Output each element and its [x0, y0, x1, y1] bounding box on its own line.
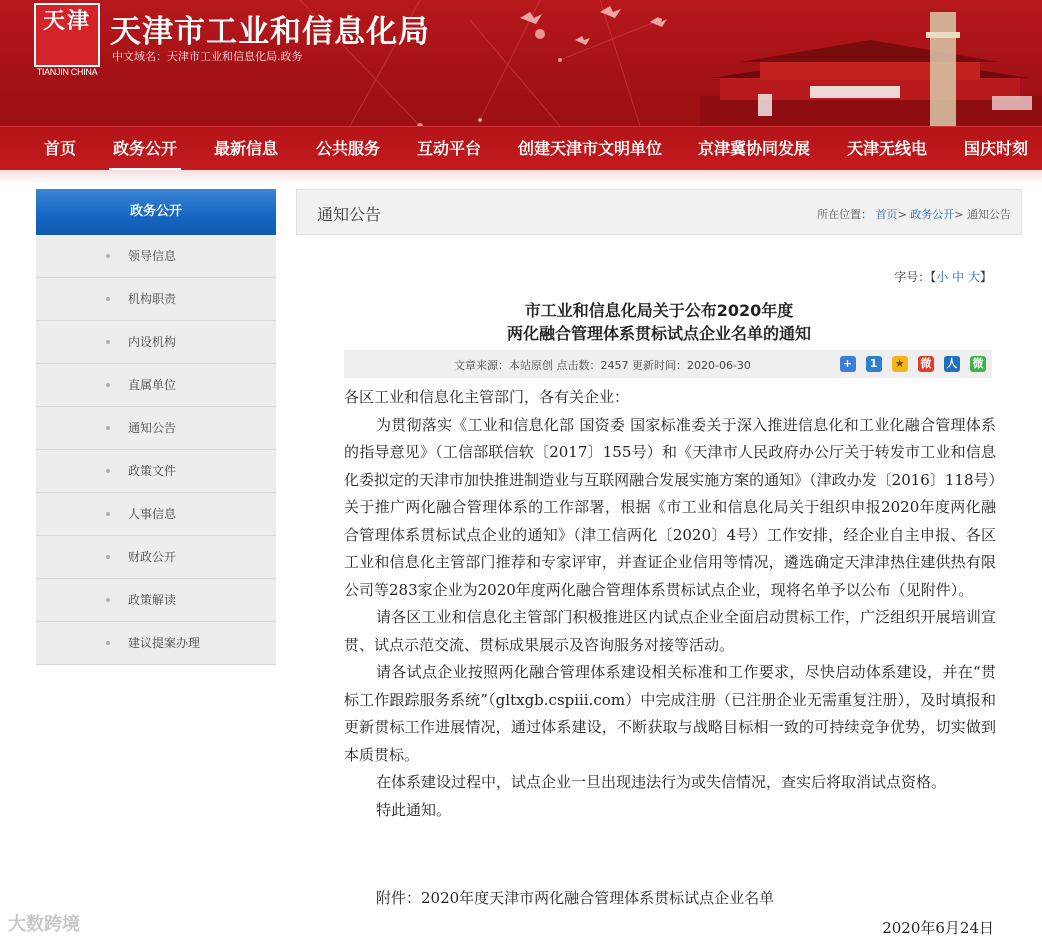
sidebar — [36, 189, 276, 665]
share-toolbar — [835, 356, 986, 372]
main-content — [296, 189, 1022, 943]
sidebar-item-label: 人事信息 — [128, 507, 177, 521]
sidebar-item-label: 财政公开 — [128, 550, 177, 564]
sidebar-item-duties[interactable] — [36, 278, 276, 321]
nav-item-public-services[interactable]: 公共服务 — [316, 139, 381, 158]
section-title: 通知公告 — [317, 205, 382, 224]
site-title: 天津市工业和信息化局 — [110, 14, 430, 50]
share-plus-icon[interactable]: + — [840, 356, 856, 372]
bullet-dot — [106, 641, 110, 645]
sidebar-item-label: 政策文件 — [128, 464, 177, 478]
nav-item-latest-news[interactable]: 最新信息 — [214, 139, 279, 158]
nav-shadow — [0, 170, 1042, 184]
nav-item-civilized-unit[interactable]: 创建天津市文明单位 — [518, 139, 663, 158]
article-paragraph: 请各试点企业按照两化融合管理体系建设相关标准和工作要求，尽快启动体系建设，并在“贯标工作跟踪服务系统”（gltxgb.cspiii.com）中完成注册（已注册企业无需重复注册），及时填报和更新贯标工作进展情况，通过体系建设，不断获取与战略目标相一致的可持续竞争优势，切实做到本质贯标。 — [344, 663, 996, 764]
font-size-large-link[interactable]: 大 — [967, 270, 980, 284]
article-paragraph: 请各区工业和信息化主管部门积极推进区内试点企业全面启动贯标工作，广泛组织开展培训宣贯、试点示范交流、贯标成果展示及咨询服务对接等活动。 — [344, 608, 996, 654]
watermark: 大数跨境 — [8, 914, 80, 935]
main-nav — [0, 126, 1042, 170]
sidebar-item-label: 建议提案办理 — [128, 636, 201, 650]
nav-item-jjj-development[interactable]: 京津冀协同发展 — [698, 139, 811, 158]
breadcrumb-separator: > — [897, 208, 907, 221]
share-one-icon[interactable]: 1 — [866, 356, 882, 372]
article-date: 2020年6月24日 — [882, 919, 994, 937]
bullet-dot — [106, 254, 110, 258]
bullet-dot — [106, 598, 110, 602]
sidebar-item-label: 通知公告 — [128, 421, 177, 435]
sidebar-item-label: 机构职责 — [128, 292, 177, 306]
sidebar-item-label: 内设机构 — [128, 335, 177, 349]
bullet-dot — [106, 297, 110, 301]
font-size-medium-link[interactable]: 中 — [952, 270, 965, 284]
breadcrumb-separator: > — [954, 208, 964, 221]
header-banner — [0, 0, 1042, 126]
article-title-line2: 两化融合管理体系贯标试点企业名单的通知 — [506, 324, 811, 343]
bullet-dot — [106, 555, 110, 559]
article-meta: 文章来源：本站原创 点击数：2457 更新时间：2020-06-30 — [454, 359, 751, 372]
sidebar-item-departments[interactable] — [36, 321, 276, 364]
article-paragraph: 特此通知。 — [376, 800, 452, 819]
article-title-line1: 市工业和信息化局关于公布2020年度 — [524, 301, 794, 320]
breadcrumb-level1-link[interactable]: 政务公开 — [910, 208, 955, 221]
logo-seal: 天津 — [36, 5, 98, 65]
sidebar-item-policy-interpretation[interactable] — [36, 579, 276, 622]
wechat-icon[interactable]: 微 — [970, 356, 986, 372]
bullet-dot — [106, 383, 110, 387]
sidebar-item-label: 领导信息 — [128, 249, 177, 263]
sidebar-list — [36, 235, 276, 665]
article-paragraph: 在体系建设过程中，试点企业一旦出现违法行为或失信情况，查实后将取消试点资格。 — [376, 773, 947, 791]
article-body — [344, 384, 996, 824]
sidebar-item-policies[interactable] — [36, 450, 276, 493]
nav-item-national-day[interactable]: 国庆时刻 — [964, 139, 1029, 158]
sidebar-item-affiliates[interactable] — [36, 364, 276, 407]
nav-item-radio[interactable]: 天津无线电 — [847, 139, 928, 158]
nav-item-home[interactable]: 首页 — [44, 139, 77, 158]
sidebar-title: 政务公开 — [36, 189, 276, 235]
bullet-dot — [106, 340, 110, 344]
bullet-dot — [106, 426, 110, 430]
sidebar-item-label: 直属单位 — [128, 378, 177, 392]
font-size-label: 字号：【 — [894, 270, 937, 284]
breadcrumb-label: 所在位置： — [817, 208, 873, 221]
sidebar-item-leaders[interactable] — [36, 235, 276, 278]
site-logo[interactable] — [34, 3, 100, 67]
sidebar-item-label: 政策解读 — [128, 593, 177, 607]
font-size-small-link[interactable]: 小 — [936, 270, 949, 284]
font-size-control — [894, 268, 992, 285]
salutation: 各区工业和信息化主管部门，各有关企业： — [344, 388, 630, 406]
nav-item-government-affairs[interactable]: 政务公开 — [113, 127, 177, 171]
font-size-end: 】 — [979, 270, 992, 284]
tiananmen-gate-graphic — [700, 12, 1042, 126]
bullet-dot — [106, 469, 110, 473]
logo-caption: TIANJIN CHINA — [36, 67, 98, 77]
sidebar-item-proposals[interactable] — [36, 622, 276, 665]
sidebar-item-finance[interactable] — [36, 536, 276, 579]
article-paragraph: 为贯彻落实《工业和信息化部 国资委 国家标准委关于深入推进信息化和工业化融合管理体系的指导意见》（工信部联信软〔2017〕155号）和《天津市人民政府办公厅关于转发市工业和信息化委拟定的天津市加快推进制造业与互联网融合发展实施方案的通知》（津政办发〔2016〕118号）关于推广两化融合管理体系的工作部署，根据《市工业和信息化局关于组织申报2020年度两化融合管理体系贯标试点企业的通知》（津工信两化〔2020〕4号）工作安排，经企业自主申报、各区工业和信息化主管部门推荐和专家评审，并查证企业信用等情况，遴选确定天津津热住建供热有限公司等283家企业为2020年度两化融合管理体系贯标试点企业，现将名单予以公布（见附件）。 — [344, 415, 996, 599]
qzone-icon[interactable]: ★ — [892, 356, 908, 372]
breadcrumb — [817, 206, 1011, 222]
weibo-icon[interactable]: 微 — [918, 356, 934, 372]
nav-item-interaction[interactable]: 互动平台 — [417, 139, 482, 158]
attachment-link[interactable]: 附件：2020年度天津市两化融合管理体系贯标试点企业名单 — [376, 889, 775, 907]
site-domain: 中文域名：天津市工业和信息化局.政务 — [112, 50, 303, 63]
article-meta-bar — [344, 350, 992, 378]
renren-icon[interactable]: 人 — [944, 356, 960, 372]
sidebar-item-personnel[interactable] — [36, 493, 276, 536]
breadcrumb-home-link[interactable]: 首页 — [875, 208, 898, 221]
bullet-dot — [106, 512, 110, 516]
breadcrumb-current: 通知公告 — [967, 208, 1011, 221]
sidebar-item-notices[interactable] — [36, 407, 276, 450]
section-header — [296, 189, 1022, 235]
